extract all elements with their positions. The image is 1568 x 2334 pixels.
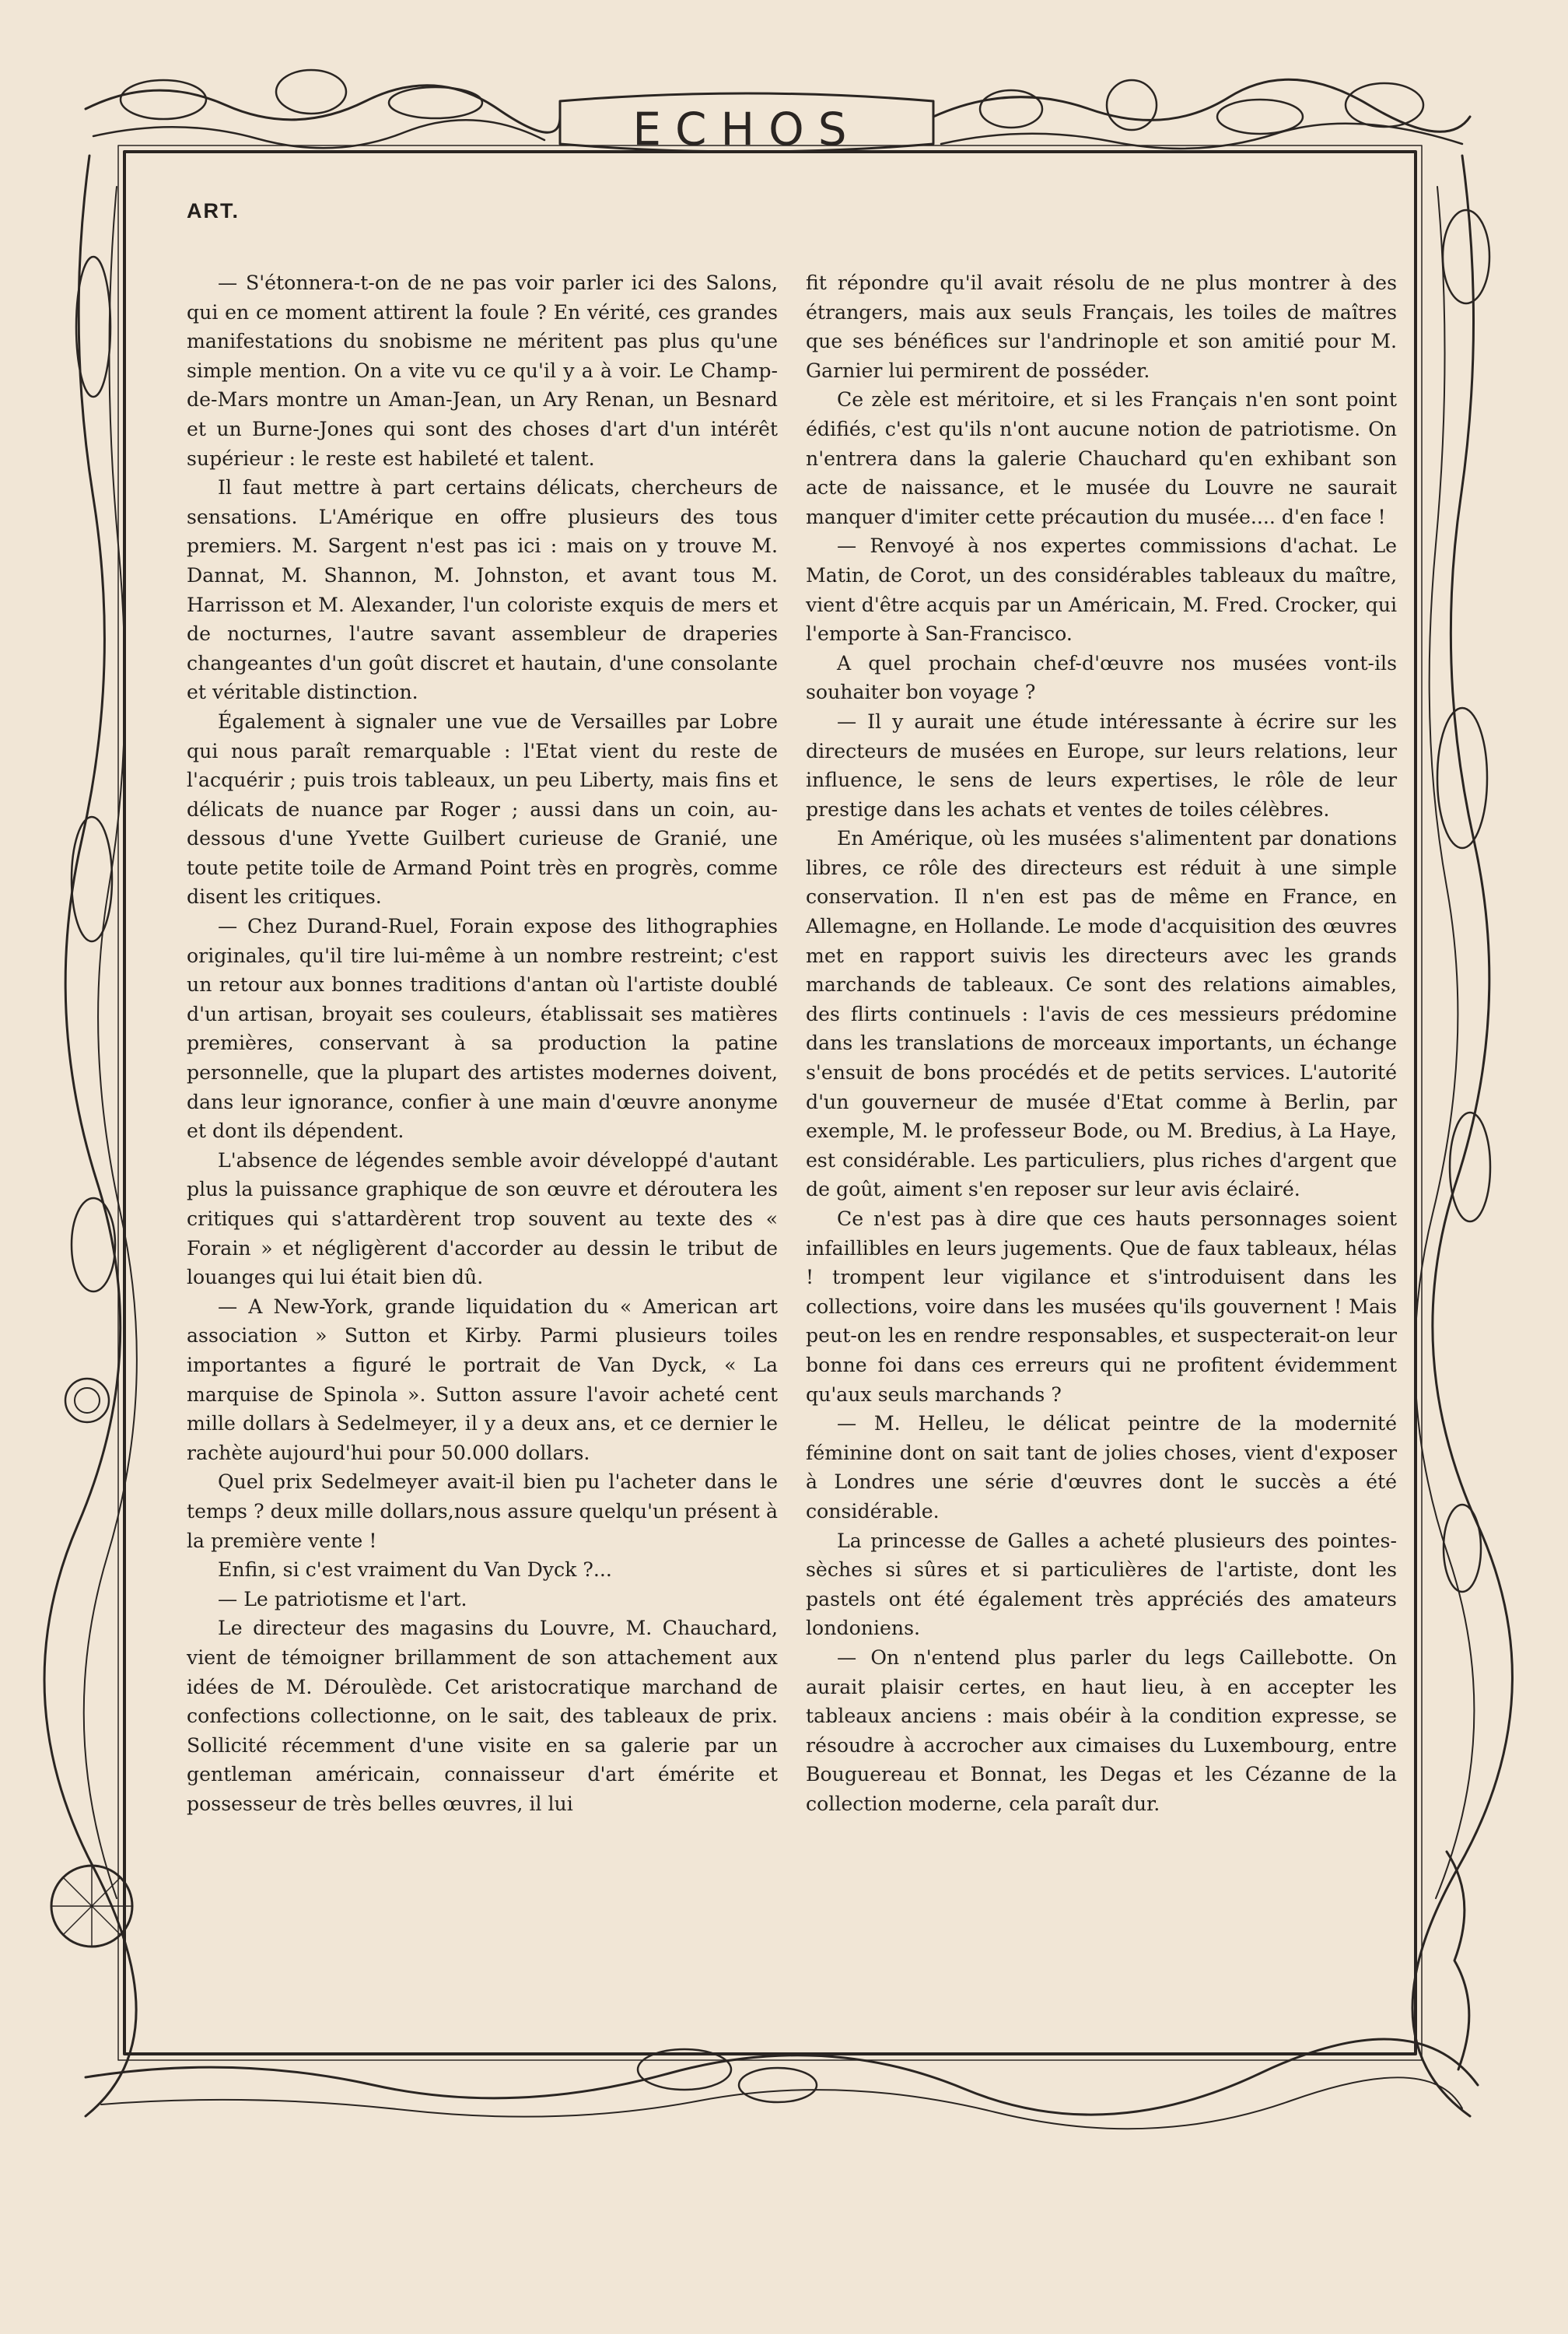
- paragraph: En Amérique, où les musées s'alimentent par donations libres, ce rôle des directeurs est réduit à une simple conservation. Il n'en est pas de même en France, en Allemagne, en Hollande. Le mode d'acquisition des œuvres met en rapport suivis les directeurs avec les grands marchands de tableaux. Ce sont des relations aimables, des flirts continuels : l'avis de ces messieurs prédomine dans les translations de morceaux importants, un échange s'ensuit de bons procédés et de petits services. L'autorité d'un gouverneur de musée d'Etat comme à Berlin, par exemple, M. le professeur Bode, ou M. Bredius, à La Haye, est considérable. Les particuliers, plus riches d'argent que de goût, aiment s'en reposer sur leur avis éclairé.: [806, 827, 1397, 1201]
- paragraph: — Il y aurait une étude intéressante à écrire sur les directeurs de musées en Europe, sur leurs relations, leur influence, le sens de leurs expertises, le rôle de leur prestige dans les achats et ventes de toiles célèbres.: [806, 710, 1397, 821]
- paragraph: Ce zèle est méritoire, et si les Français n'en sont point édifiés, c'est qu'ils n'ont aucune notion de patriotisme. On n'entrera dans la galerie Chauchard qu'en exhibant son acte de naissance, et le musée du Louvre ne saurait manquer d'imiter cette précaution du musée.... d'en face !: [806, 388, 1397, 528]
- paragraph: — Le patriotisme et l'art.: [218, 1587, 467, 1610]
- paragraph: Le directeur des magasins du Louvre, M. Chauchard, vient de témoigner brillamment de son attachement aux idées de M. Déroulède. Cet aristocratique marchand de confections collectionne, on le sait, des tableaux de prix. Sollicité récemment d'une visite en sa galerie par un gentleman américain, connaisseur d'art émérite et possesseur de très belles œuvres, il lui: [187, 1617, 778, 1815]
- paragraph: — A New-York, grande liquidation du « American art association » Sutton et Kirby. Parmi plusieurs toiles importantes a figuré le portrait de Van Dyck, « La marquise de Spinola ». Sutton assure l'avoir acheté cent mille dollars à Sedelmeyer, il y a deux ans, et ce dernier le rachète aujourd'hui pour 50.000 dollars.: [187, 1295, 778, 1464]
- paragraph: Enfin, si c'est vraiment du Van Dyck ?...: [218, 1558, 612, 1582]
- header-banner-title: ECHOS: [632, 103, 861, 156]
- paragraph: — On n'entend plus parler du legs Caillebotte. On aurait plaisir certes, en haut lieu, à en accepter les tableaux anciens : mais obéir à la condition expresse, se résoudre à accrocher aux cimaises du Luxembourg, entre Bouguereau et Bonnat, les Degas et les Cézanne de la collection moderne, cela paraît dur.: [806, 1645, 1397, 1815]
- paragraph-continued: fit répondre qu'il avait résolu de ne plus montrer à des étrangers, mais aux seuls Français, les toiles de maîtres que ses bénéfices sur l'andrinople et son amitié pour M. Garnier lui permirent de posséder.: [806, 272, 1397, 382]
- text-column-right: [806, 268, 1397, 1818]
- paragraph: Ce n'est pas à dire que ces hauts personnages soient infaillibles en leurs jugements. Que de faux tableaux, hélas ! trompent leur vigilance et s'introduisent dans les collections, voire dans les musées qu'ils gouvernent ! Mais peut-on les en rendre responsables, et suspecterait-on leur bonne foi dans ces erreurs qui ne profitent évidemment qu'aux seuls marchands ?: [806, 1207, 1397, 1406]
- text-column-left: [187, 268, 778, 1818]
- paragraph: — Renvoyé à nos expertes commissions d'achat. Le Matin, de Corot, un des considérables tableaux du maître, vient d'être acquis par un Américain, M. Fred. Crocker, qui l'emporte à San-Francisco.: [806, 534, 1397, 646]
- paragraph: A quel prochain chef-d'œuvre nos musées vont-ils souhaiter bon voyage ?: [806, 651, 1397, 704]
- paragraph: L'absence de légendes semble avoir développé d'autant plus la puissance graphique de son œuvre et déroutera les critiques qui s'attardèrent trop souvent au texte des « Forain » et négligèrent d'accorder au dessin le tribut de louanges qui lui était bien dû.: [187, 1148, 778, 1289]
- paragraph: — M. Helleu, le délicat peintre de la modernité féminine dont on sait tant de jolies choses, vient d'exposer à Londres une série d'œuvres dont le succès a été considérable.: [806, 1412, 1397, 1523]
- paragraph: Également à signaler une vue de Versailles par Lobre qui nous paraît remarquable : l'Etat vient du reste de l'acquérir ; puis trois tableaux, un peu Liberty, mais fins et délicats de nuance par Roger ; aussi dans un coin, au-dessous d'une Yvette Guilbert curieuse de Granié, une toute petite toile de Armand Point très en progrès, comme disent les critiques.: [187, 710, 778, 909]
- paragraph: Quel prix Sedelmeyer avait-il bien pu l'acheter dans le temps ? deux mille dollars,nous assure quelqu'un présent à la première vente !: [187, 1470, 778, 1552]
- section-title: ART.: [187, 199, 240, 223]
- paragraph: La princesse de Galles a acheté plusieurs des pointes-sèches si sûres et si particulières de l'artiste, dont les pastels ont été également très appréciés des amateurs londoniens.: [806, 1529, 1397, 1640]
- paragraph: Il faut mettre à part certains délicats, chercheurs de sensations. L'Amérique en offre plusieurs des tous premiers. M. Sargent n'est pas ici : mais on y trouve M. Dannat, M. Shannon, M. Johnston, et avant tous M. Harrisson et M. Alexander, l'un coloriste exquis de mers et de nocturnes, l'autre savant assembleur de draperies changeantes d'un goût discret et hautain, d'une consolante et véritable distinction.: [187, 476, 778, 704]
- paragraph: — Chez Durand-Ruel, Forain expose des lithographies originales, qu'il tire lui-même à un nombre restreint; c'est un retour aux bonnes traditions d'antan où l'artiste doublé d'un artisan, broyait ses couleurs, établissait ses matières premières, conservant à sa production la patine personnelle, que la plupart des artistes modernes doivent, dans leur ignorance, confier à une main d'œuvre anonyme et dont ils dépendent.: [187, 915, 778, 1143]
- paragraph: — S'étonnera-t-on de ne pas voir parler ici des Salons, qui en ce moment attirent la foule ? En vérité, ces grandes manifestations du snobisme ne méritent pas plus qu'une simple mention. On a vite vu ce qu'il y a à voir. Le Champ-de-Mars montre un Aman-Jean, un Ary Renan, un Besnard et un Burne-Jones qui sont des choses d'art d'un intérêt supérieur : le reste est habileté et talent.: [187, 272, 778, 470]
